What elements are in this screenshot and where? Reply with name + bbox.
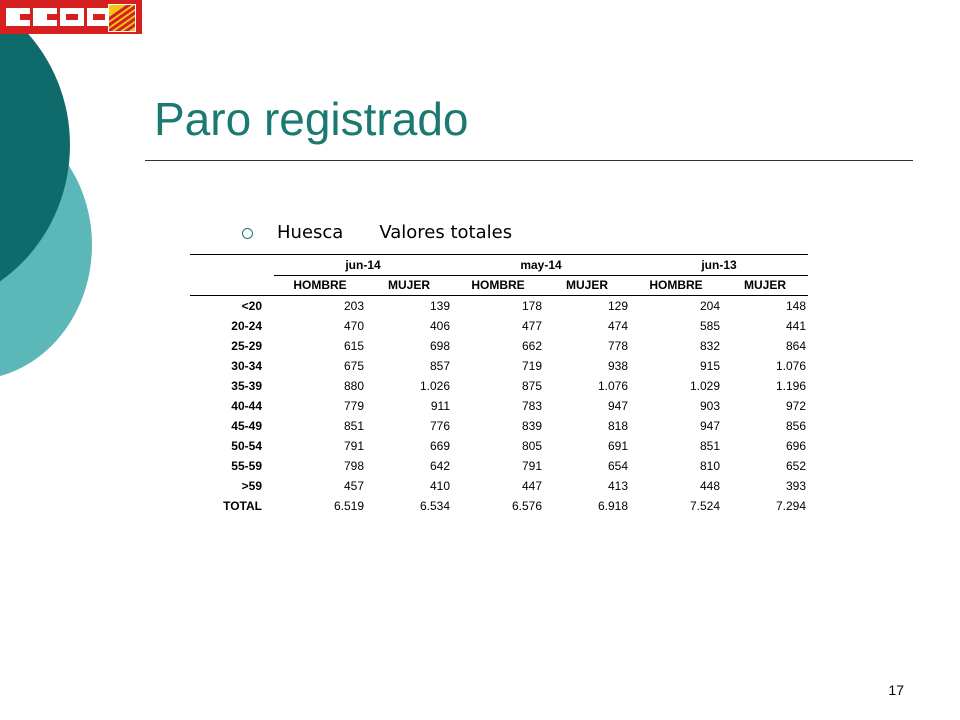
table-cell: 6.534 <box>419 499 450 513</box>
column-header: HOMBRE <box>630 275 722 296</box>
table-cell: 947 <box>607 399 628 413</box>
table-row <box>190 456 808 476</box>
column-header: MUJER <box>722 275 808 296</box>
table-row <box>190 476 808 496</box>
column-header: MUJER <box>544 275 630 296</box>
table-cell: 139 <box>429 299 450 313</box>
table-cell: 642 <box>429 459 450 473</box>
table-cell: 6.918 <box>597 499 628 513</box>
table-cell: 972 <box>785 399 806 413</box>
column-header: HOMBRE <box>452 275 544 296</box>
row-label: TOTAL <box>223 499 262 513</box>
table-cell: 857 <box>429 359 450 373</box>
row-label: <20 <box>241 299 262 313</box>
ccoo-logo <box>0 0 142 34</box>
table-cell: 448 <box>699 479 720 493</box>
table-cell: 654 <box>607 459 628 473</box>
table-row <box>190 376 808 396</box>
group-header: jun-14 <box>274 255 452 276</box>
table-cell: 696 <box>785 439 806 453</box>
table-cell: 457 <box>343 479 364 493</box>
table-cell: 204 <box>699 299 720 313</box>
table-row <box>190 296 808 317</box>
table-cell: 1.026 <box>419 379 450 393</box>
table-cell: 441 <box>785 319 806 333</box>
table-cell: 178 <box>521 299 542 313</box>
subtitle <box>242 222 512 243</box>
table-cell: 783 <box>521 399 542 413</box>
table-cell: 776 <box>429 419 450 433</box>
row-label: 55-59 <box>231 459 262 473</box>
table-cell: 798 <box>343 459 364 473</box>
table-cell: 1.076 <box>597 379 628 393</box>
subtitle-label: Valores totales <box>379 222 513 243</box>
table-cell: 6.519 <box>333 499 364 513</box>
table-cell: 148 <box>785 299 806 313</box>
table-cell: 410 <box>429 479 450 493</box>
table-cell: 413 <box>607 479 628 493</box>
table-cell: 864 <box>785 339 806 353</box>
table-row <box>190 356 808 376</box>
table-cell: 805 <box>521 439 542 453</box>
logo-letter-c <box>33 8 57 26</box>
table-cell: 129 <box>607 299 628 313</box>
table-cell: 851 <box>343 419 364 433</box>
table-cell: 791 <box>521 459 542 473</box>
table-row <box>190 436 808 456</box>
table-cell: 818 <box>607 419 628 433</box>
row-label: 35-39 <box>231 379 262 393</box>
logo-letter-c <box>6 8 30 26</box>
table-group-header-row <box>190 255 808 276</box>
table-cell: 851 <box>699 439 720 453</box>
table-cell: 903 <box>699 399 720 413</box>
table-cell: 474 <box>607 319 628 333</box>
table-cell: 585 <box>699 319 720 333</box>
table-row <box>190 316 808 336</box>
table-cell: 915 <box>699 359 720 373</box>
table-cell: 7.294 <box>775 499 806 513</box>
table-cell: 669 <box>429 439 450 453</box>
unemployment-table <box>190 254 808 516</box>
row-label: 25-29 <box>231 339 262 353</box>
table-row <box>190 396 808 416</box>
table-row <box>190 416 808 436</box>
table-cell: 779 <box>343 399 364 413</box>
column-header: HOMBRE <box>274 275 366 296</box>
table-cell: 1.029 <box>689 379 720 393</box>
aragon-flag-icon <box>108 4 136 32</box>
table-cell: 662 <box>521 339 542 353</box>
table-cell: 447 <box>521 479 542 493</box>
table-cell: 615 <box>343 339 364 353</box>
logo-letters <box>6 8 111 26</box>
page-number: 17 <box>888 682 904 698</box>
table-cell: 1.076 <box>775 359 806 373</box>
table-cell: 675 <box>343 359 364 373</box>
row-label: 50-54 <box>231 439 262 453</box>
table-cell: 6.576 <box>511 499 542 513</box>
subtitle-region: Huesca <box>277 222 344 243</box>
table-cell: 810 <box>699 459 720 473</box>
table-cell: 393 <box>785 479 806 493</box>
table-cell: 406 <box>429 319 450 333</box>
row-label: 45-49 <box>231 419 262 433</box>
column-header: MUJER <box>366 275 452 296</box>
table-cell: 832 <box>699 339 720 353</box>
table-cell: 791 <box>343 439 364 453</box>
row-label: 40-44 <box>231 399 262 413</box>
table-row <box>190 496 808 516</box>
row-label: >59 <box>241 479 262 493</box>
group-header: may-14 <box>452 255 630 276</box>
row-label: 30-34 <box>231 359 262 373</box>
table-cell: 880 <box>343 379 364 393</box>
table-cell: 698 <box>429 339 450 353</box>
table-cell: 875 <box>521 379 542 393</box>
title-divider <box>145 160 913 161</box>
bullet-icon <box>242 228 253 239</box>
table-cell: 839 <box>521 419 542 433</box>
table-cell: 947 <box>699 419 720 433</box>
table-cell: 470 <box>343 319 364 333</box>
table-cell: 719 <box>521 359 542 373</box>
table-cell: 203 <box>343 299 364 313</box>
row-label: 20-24 <box>231 319 262 333</box>
table-cell: 856 <box>785 419 806 433</box>
page-title: Paro registrado <box>154 93 469 145</box>
table-cell: 652 <box>785 459 806 473</box>
table-cell: 1.196 <box>775 379 806 393</box>
table-cell: 778 <box>607 339 628 353</box>
table-cell: 911 <box>430 399 450 413</box>
table-cell: 7.524 <box>689 499 720 513</box>
table-cell: 938 <box>607 359 628 373</box>
table-cell: 477 <box>521 319 542 333</box>
logo-letter-o <box>60 8 84 26</box>
group-header: jun-13 <box>630 255 808 276</box>
table-subheader-row <box>190 275 808 296</box>
table-cell: 691 <box>607 439 628 453</box>
table-row <box>190 336 808 356</box>
